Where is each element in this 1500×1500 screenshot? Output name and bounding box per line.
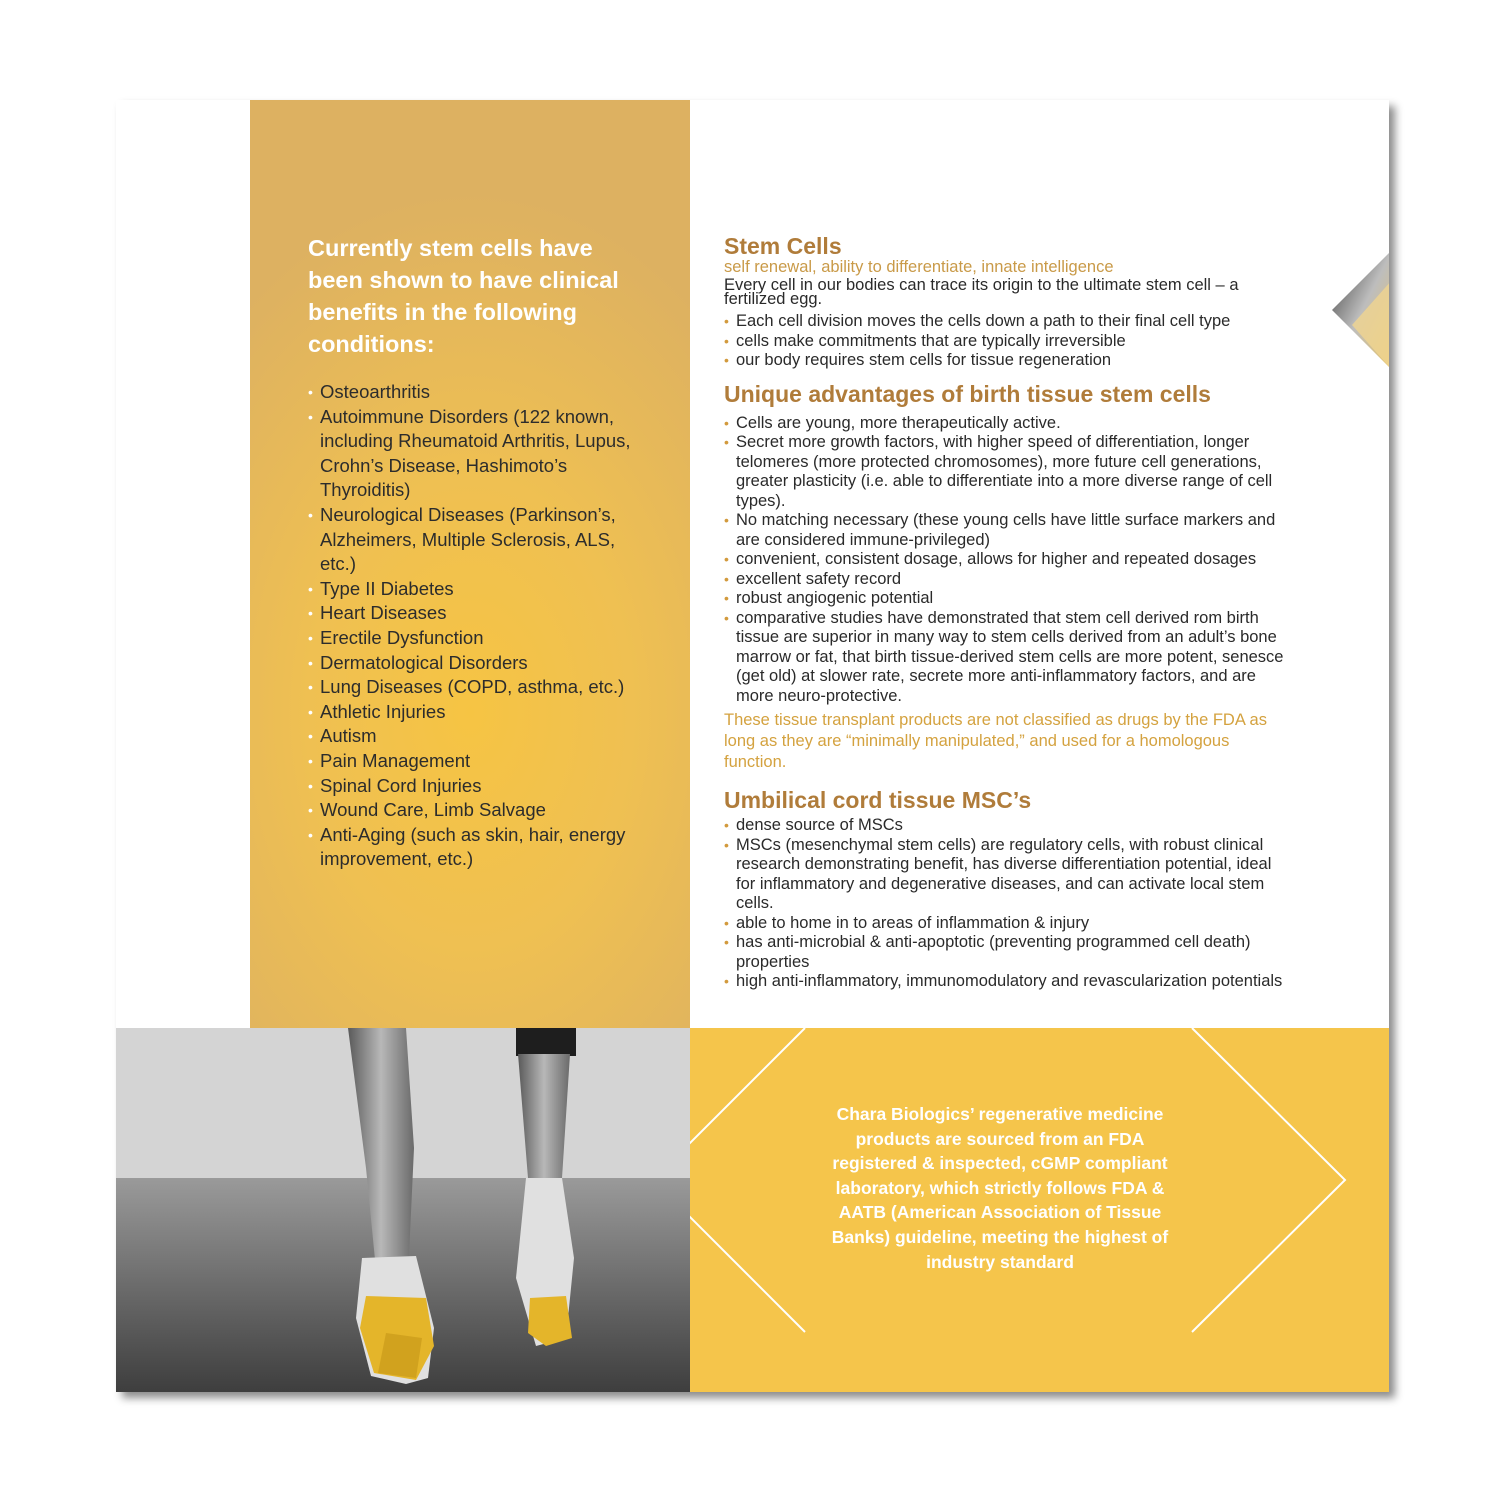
- conditions-list: [308, 380, 653, 872]
- stem-cells-intro: Every cell in our bodies can trace its origin to the ultimate stem cell – a fertilized egg.: [724, 276, 1239, 308]
- stem-cells-list: [724, 312, 1284, 371]
- list-item: • MSCs (mesenchymal stem cells) are regulatory cells, with robust clinical research demonstrating benefit, has diverse differentiation potential, ideal for inflammatory and degenerative diseases, and can activate local stem cells.: [724, 836, 1284, 914]
- list-item: • Type II Diabetes: [308, 577, 653, 602]
- list-item: • excellent safety record: [724, 570, 1284, 590]
- list-item: • Lung Diseases (COPD, asthma, etc.): [308, 675, 653, 700]
- stem-cells-title: Stem Cells: [724, 233, 842, 259]
- list-item: • Secret more growth factors, with higher speed of differentiation, longer telomeres (more protected chromosomes), more future cell generations, greater plasticity (i.e. able to differentiate into a more diverse range of cell types).: [724, 433, 1284, 511]
- conditions-panel: [250, 100, 690, 1028]
- list-item: • Dermatological Disorders: [308, 651, 653, 676]
- runner-photo: [116, 1028, 690, 1392]
- list-item: • our body requires stem cells for tissue regeneration: [724, 351, 1284, 371]
- stem-cells-subtitle: self renewal, ability to differentiate, innate intelligence: [724, 258, 1114, 276]
- list-item: • dense source of MSCs: [724, 816, 1284, 836]
- list-item: • Spinal Cord Injuries: [308, 774, 653, 799]
- list-item: • cells make commitments that are typically irreversible: [724, 332, 1284, 352]
- umbilical-title: Umbilical cord tissue MSC’s: [724, 787, 1032, 813]
- list-item: • Autism: [308, 724, 653, 749]
- list-item: • Heart Diseases: [308, 601, 653, 626]
- list-item: • robust angiogenic potential: [724, 589, 1284, 609]
- runner-illustration: [116, 1028, 690, 1392]
- info-column: [724, 234, 1284, 992]
- list-item: • comparative studies have demonstrated that stem cell derived rom birth tissue are superior in many way to stem cells derived from an adult’s bone marrow or fat, that birth tissue-derived stem cells are more potent, senesce (get old) at slower rate, secrete more anti-inflammatory factors, and are more neuro-protective.: [724, 609, 1284, 707]
- list-item: • Autoimmune Disorders (122 known, including Rheumatoid Arthritis, Lupus, Crohn’s Disease, Hashimoto’s Thyroiditis): [308, 405, 653, 503]
- list-item: • convenient, consistent dosage, allows for higher and repeated dosages: [724, 550, 1284, 570]
- list-item: • Athletic Injuries: [308, 700, 653, 725]
- list-item: • Wound Care, Limb Salvage: [308, 798, 653, 823]
- list-item: • Neurological Diseases (Parkinson’s, Alzheimers, Multiple Sclerosis, ALS, etc.): [308, 503, 653, 577]
- quote-box: [690, 1028, 1389, 1392]
- brochure-page: [116, 100, 1389, 1392]
- conditions-heading: Currently stem cells have been shown to have clinical benefits in the following conditions:: [308, 235, 619, 357]
- umbilical-list: [724, 816, 1284, 992]
- list-item: • able to home in to areas of inflammation & injury: [724, 914, 1284, 934]
- fda-note: These tissue transplant products are not classified as drugs by the FDA as long as they are “minimally manipulated,” and used for a homologous function.: [724, 711, 1267, 771]
- list-item: • Erectile Dysfunction: [308, 626, 653, 651]
- birth-tissue-list: [724, 414, 1284, 707]
- edge-photo-diamond: [1332, 250, 1389, 370]
- list-item: • Pain Management: [308, 749, 653, 774]
- list-item: • Osteoarthritis: [308, 380, 653, 405]
- list-item: • No matching necessary (these young cells have little surface markers and are considered immune-privileged): [724, 511, 1284, 550]
- birth-tissue-title: Unique advantages of birth tissue stem cells: [724, 380, 1211, 407]
- list-item: • high anti-inflammatory, immunomodulatory and revascularization potentials: [724, 972, 1284, 992]
- list-item: • Anti-Aging (such as skin, hair, energy improvement, etc.): [308, 823, 653, 872]
- quote-text: Chara Biologics’ regenerative medicine products are sourced from an FDA registered & inspected, cGMP compliant laboratory, which strictly follows FDA & AATB (American Association of Tissue Banks) guideline, meeting the highest of industry standard: [831, 1104, 1169, 1272]
- list-item: • Each cell division moves the cells down a path to their final cell type: [724, 312, 1284, 332]
- list-item: • has anti-microbial & anti-apoptotic (preventing programmed cell death) properties: [724, 933, 1284, 972]
- list-item: • Cells are young, more therapeutically active.: [724, 414, 1284, 434]
